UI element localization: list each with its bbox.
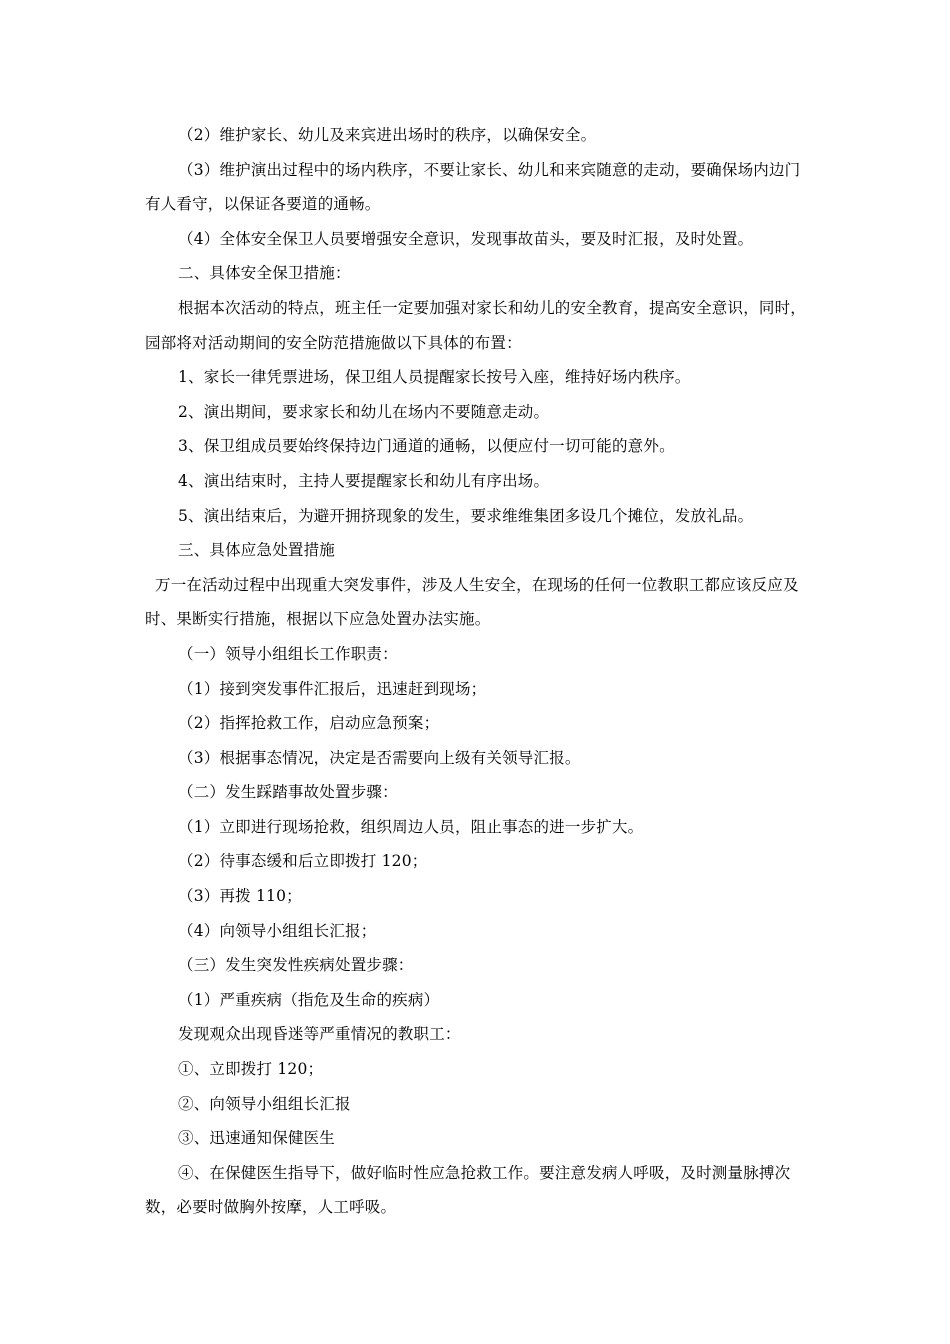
list-item: ③、迅速通知保健医生 xyxy=(178,1129,336,1148)
list-item: 5、演出结束后，为避开拥挤现象的发生，要求维维集团多设几个摊位，发放礼品。 xyxy=(178,506,754,525)
list-item: （2）待事态缓和后立即拨打 120； xyxy=(178,852,428,871)
paragraph: （4）全体安全保卫人员要增强安全意识，发现事故苗头，要及时汇报，及时处置。 xyxy=(178,229,754,248)
list-item: ①、立即拨打 120； xyxy=(178,1060,324,1079)
list-item: （4）向领导小组组长汇报； xyxy=(178,921,377,940)
list-item: （1）严重疾病（指危及生命的疾病） xyxy=(178,990,440,1009)
subsection-heading: （二）发生踩踏事故处置步骤： xyxy=(178,783,398,802)
list-item: 2、演出期间，要求家长和幼儿在场内不要随意走动。 xyxy=(178,402,550,421)
list-item: 1、家长一律凭票进场，保卫组人员提醒家长按号入座，维持好场内秩序。 xyxy=(178,368,691,387)
list-item: 4、演出结束时，主持人要提醒家长和幼儿有序出场。 xyxy=(178,471,550,490)
section-heading: 三、具体应急处置措施 xyxy=(178,541,336,560)
paragraph: 万一在活动过程中出现重大突发事件，涉及人生安全，在现场的任何一位教职工都应该反应及时、果断实行措施，根据以下应急处置办法实施。 xyxy=(145,575,799,629)
list-item: ②、向领导小组组长汇报 xyxy=(178,1094,351,1113)
list-item: ④、在保健医生指导下，做好临时性应急抢救工作。要注意发病人呼吸，及时测量脉搏次数，必要时做胸外按摩，人工呼吸。 xyxy=(145,1163,791,1217)
list-item: （2）指挥抢救工作，启动应急预案； xyxy=(178,714,440,733)
paragraph: （2）维护家长、幼儿及来宾进出场时的秩序，以确保安全。 xyxy=(178,126,597,144)
paragraph: 根据本次活动的特点，班主任一定要加强对家长和幼儿的安全教育，提高安全意识，同时，园部将对活动期间的安全防范措施做以下具体的布置： xyxy=(145,298,807,352)
list-item: 3、保卫组成员要始终保持边门通道的通畅，以便应付一切可能的意外。 xyxy=(178,437,675,456)
list-item: （3）再拨 110； xyxy=(178,887,302,906)
subsection-heading: （三）发生突发性疾病处置步骤： xyxy=(178,956,414,975)
list-item: （1）接到突发事件汇报后，迅速赶到现场； xyxy=(178,679,487,698)
list-item: （1）立即进行现场抢救，组织周边人员，阻止事态的进一步扩大。 xyxy=(178,817,644,836)
section-heading: 二、具体安全保卫措施： xyxy=(178,264,351,283)
document-body xyxy=(145,118,810,1225)
paragraph: 发现观众出现昏迷等严重情况的教职工： xyxy=(178,1025,461,1044)
subsection-heading: （一）领导小组组长工作职责： xyxy=(178,644,398,663)
paragraph: （3）维护演出过程中的场内秩序，不要让家长、幼儿和来宾随意的走动，要确保场内边门有人看守，以保证各要道的通畅。 xyxy=(145,160,801,214)
list-item: （3）根据事态情况，决定是否需要向上级有关领导汇报。 xyxy=(178,748,581,767)
